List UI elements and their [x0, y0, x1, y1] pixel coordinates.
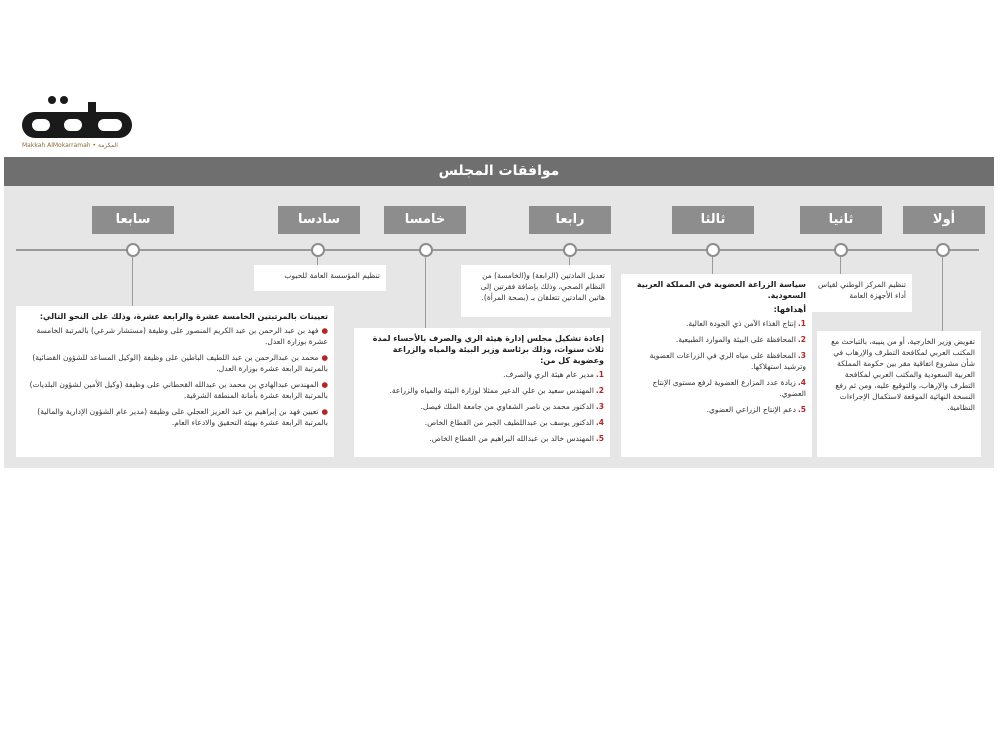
item-7-appointments [22, 325, 328, 428]
timeline-dot-4 [563, 243, 577, 257]
list-item: 3.الدكتور محمد بن ناصر الشفاوي من جامعة الملك فيصل. [420, 402, 604, 411]
item-7-box [16, 306, 334, 457]
timeline-dot-3 [706, 243, 720, 257]
timeline-dot-5 [419, 243, 433, 257]
connector-2 [840, 257, 841, 274]
item-3-title: سياسة الزراعة العضوية في المملكة العربية السعودية. [636, 280, 806, 300]
item-3-subtitle: أهدافها: [773, 305, 806, 314]
timeline-dot-6 [311, 243, 325, 257]
timeline-dot-2 [834, 243, 848, 257]
timeline-label-6: سادسا [278, 206, 360, 234]
connector-5 [425, 257, 426, 328]
item-5-members [360, 369, 604, 444]
connector-3 [712, 257, 713, 274]
timeline-dot-1 [936, 243, 950, 257]
bullet-icon: ● [321, 326, 328, 335]
timeline-label-3: ثالثا [672, 206, 754, 234]
item-2-note: تنظيم المركز الوطني لقياس أداء الأجهزة العامة [818, 280, 906, 300]
list-item: ●تعيين فهد بن إبراهيم بن عبد العزيز العجلي على وظيفة (مدير عام الشؤون الإدارية والمالية) بالمرتبة الرابعة عشرة بهيئة التحقيق والادعاء العام. [37, 407, 328, 427]
list-item: 1.إنتاج الغذاء الآمن ذي الجودة العالية. [686, 319, 806, 328]
item-1-note: تفويض وزير الخارجية، أو من ينيبه، بالتباحث مع المكتب العربي لمكافحة التطرف والإرهاب في شأن مشروع اتفاقية مقر بين حكومة المملكة العربية السعودية والمكتب العربي لمكافحة التطرف والإرهاب، والتوقيع عليه، ومن ثم رفع النسخة النهائية الموقعة لاستكمال الإجراءات النظامية. [831, 337, 975, 412]
item-5-title: إعادة تشكيل مجلس إدارة هيئة الري والصرف بالأحساء لمدة ثلاث سنوات، وذلك برئاسة وزير البيئة والمياه والزراعة وعضوية كل من: [372, 334, 604, 365]
list-item: 5.المهندس خالد بن عبدالله البراهيم من القطاع الخاص. [429, 434, 604, 443]
item-3-goals [627, 318, 806, 415]
list-item: ●فهد بن عبد الرحمن بن عبد الكريم المنصور على وظيفة (مستشار شرعي) بالمرتبة الخامسة عشرة بوزارة العدل. [36, 326, 328, 346]
list-item: 5.دعم الإنتاج الزراعي العضوي. [706, 405, 806, 414]
list-item: ●محمد بن عبدالرحمن بن عبد اللطيف الباطين على وظيفة (الوكيل المساعد للشؤون القضائية) بالمرتبة الرابعة عشرة بوزارة العدل. [32, 353, 328, 373]
logo-subtitle: Makkah AlMokarramah • المكرمة [22, 142, 118, 149]
timeline-label-5: خامسا [384, 206, 466, 234]
list-item: 4.الدكتور يوسف بن عبداللطيف الجبر من القطاع الخاص. [424, 418, 604, 427]
item-6-note: تنظيم المؤسسة العامة للحبوب [284, 271, 380, 280]
list-item: 1.مدير عام هيئة الري والصرف. [503, 370, 604, 379]
item-4-note: تعديل المادتين (الرابعة) و(الخامسة) من النظام الصحي، وذلك بإضافة فقرتين إلى هاتين المادتين تتعلقان بـ (بصحة المرأة). [480, 271, 605, 302]
item-7-title: تعيينات بالمرتبتين الخامسة عشرة والرابعة عشرة، وذلك على النحو التالي: [39, 312, 328, 321]
list-item: 2.المحافظة على البيئة والموارد الطبيعية. [675, 335, 806, 344]
item-4-box [461, 265, 611, 317]
item-3-box [621, 274, 812, 457]
list-item: 3.المحافظة على مياه الري في الزراعات العضوية وترشيد استهلاكها. [649, 351, 806, 371]
item-6-box [254, 265, 386, 291]
list-item: 2.المهندس سعيد بن علي الدعير ممثلا لوزارة البيئة والمياه والزراعة. [389, 386, 604, 395]
page-title: موافقات المجلس [4, 157, 994, 186]
connector-7 [132, 257, 133, 306]
bullet-icon: ● [321, 353, 328, 362]
connector-4 [569, 257, 570, 265]
item-5-box [354, 328, 610, 457]
timeline-label-7: سابعا [92, 206, 174, 234]
timeline-dot-7 [126, 243, 140, 257]
timeline-label-4: رابعا [529, 206, 611, 234]
bullet-icon: ● [321, 380, 328, 389]
timeline-label-2: ثانيا [800, 206, 882, 234]
list-item: 4.زيادة عدد المزارع العضوية لرفع مستوى الإنتاج العضوي. [652, 378, 806, 398]
bullet-icon: ● [321, 407, 328, 416]
connector-1 [942, 257, 943, 331]
connector-6 [317, 257, 318, 265]
timeline-label-1: أولا [903, 206, 985, 234]
list-item: ●المهندس عبدالهادي بن محمد بن عبدالله القحطاني على وظيفة (وكيل الأمين لشؤون البلديات) بالمرتبة الرابعة عشرة بأمانة المنطقة الشرقية. [29, 380, 328, 400]
item-1-box [817, 331, 981, 457]
makkah-logo-mark [18, 92, 136, 142]
item-2-box [812, 274, 912, 312]
